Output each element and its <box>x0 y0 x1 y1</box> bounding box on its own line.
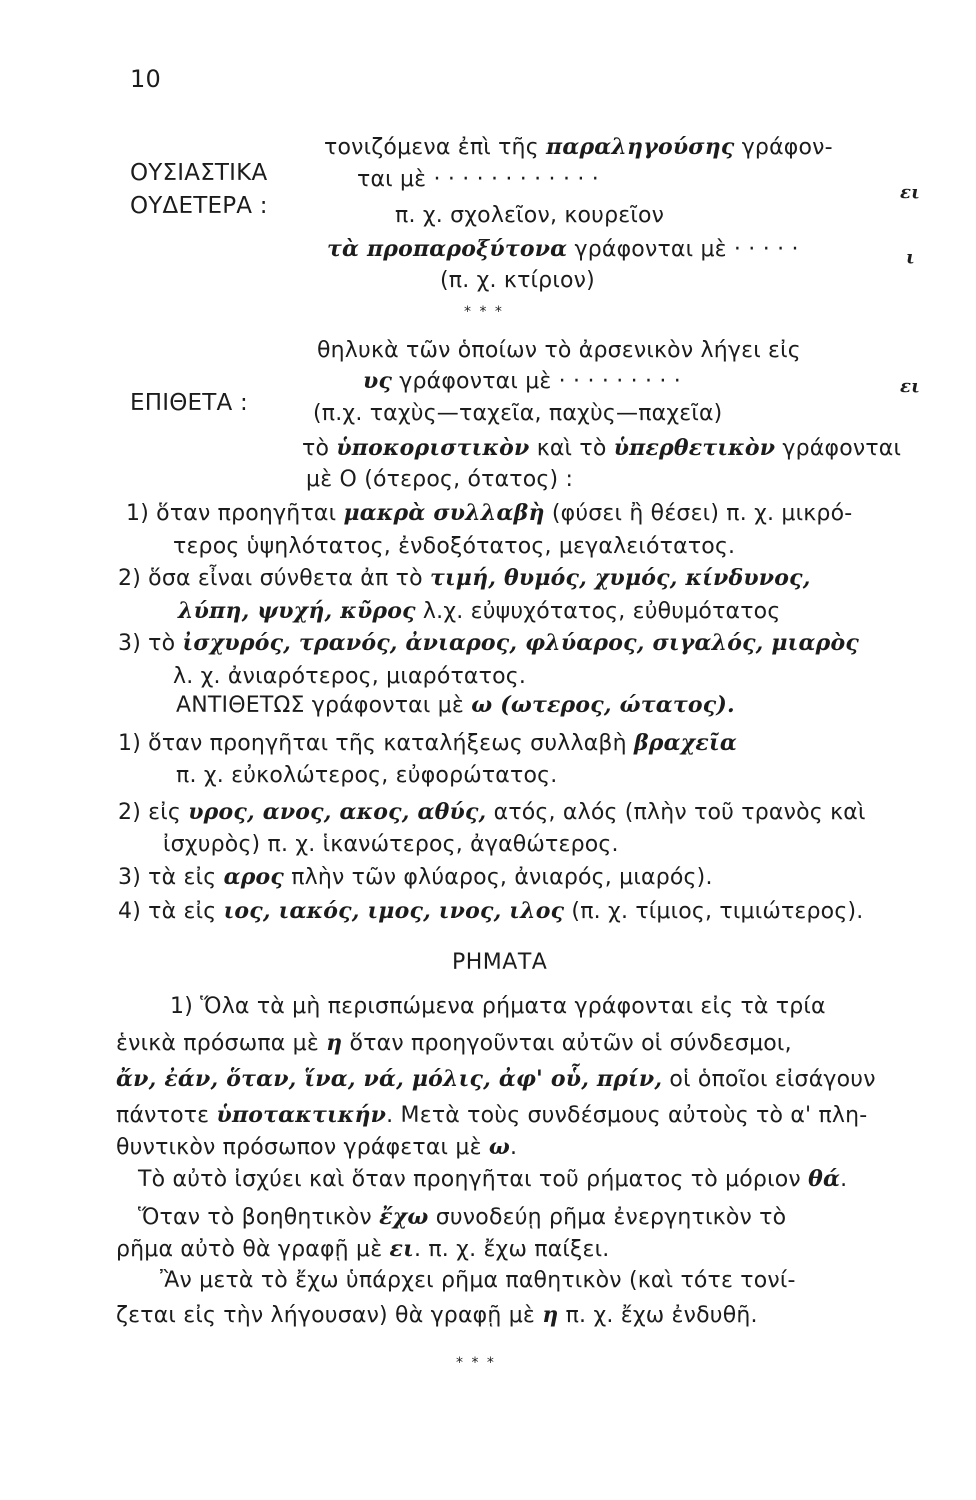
verbs-p2-line-1: Τὸ αὐτὸ ἰσχύει καὶ ὅταν προηγῆται τοῦ ρήματος τὸ μόριον θά. <box>138 1166 848 1192</box>
side-label-nouns-1: ΟΥΣΙΑΣΤΙΚΑ <box>130 160 268 186</box>
verbs-p3-line-1: Ὅταν τὸ βοηθητικὸν ἔχω συνοδεύῃ ρῆμα ἐνεργητικὸν τὸ <box>138 1204 787 1230</box>
nouns-line-3: π. χ. σχολεῖον, κουρεῖον <box>395 203 665 228</box>
ending-ei-adjectives: ει <box>900 376 921 397</box>
rule-o-1-line-1: 1) ὅταν προηγῆται μακρὰ συλλαβὴ (φύσει ἢ θέσει) π. χ. μικρό- <box>126 500 853 526</box>
page-number: 10 <box>130 65 161 93</box>
rule-w-3-line-1: 3) τὰ εἰς αρος πλὴν τῶν φλύαρος, ἀνιαρός, μιαρός). <box>118 864 713 890</box>
contrast-line: ΑΝΤΙΘΕΤΩΣ γράφονται μὲ ω (ωτερος, ώτατος). <box>176 692 735 718</box>
rule-o-3-line-2: λ. χ. ἀνιαρότερος, μιαρότατος. <box>173 664 527 689</box>
verbs-p1-line-4: πάντοτε ὑποτακτικήν. Μετὰ τοὺς συνδέσμους αὐτοὺς τὸ α' πλη- <box>116 1102 868 1128</box>
rule-w-1-line-1: 1) ὅταν προηγῆται τῆς καταλήξεως συλλαβὴ βραχεῖα <box>118 730 737 756</box>
verbs-p3-line-2: ρῆμα αὐτὸ θὰ γραφῇ μὲ ει. π. χ. ἔχω παίξει. <box>116 1236 610 1262</box>
ending-ei-nouns: ει <box>900 182 921 203</box>
adjectives-line-4: τὸ ὑποκοριστικὸν καὶ τὸ ὑπερθετικὸν γράφονται <box>302 435 902 461</box>
verbs-heading: ΡΗΜΑΤΑ <box>452 950 548 975</box>
ending-i-nouns: ι <box>906 247 915 268</box>
nouns-line-4: τὰ προπαροξύτονα γράφονται μὲ · · · · · <box>327 236 799 262</box>
section-stars-1: * * * <box>464 304 504 320</box>
nouns-line-5: (π. χ. κτίριον) <box>440 268 595 293</box>
rule-o-2-line-1: 2) ὅσα εἶναι σύνθετα ἀπ τὸ τιμή, θυμός, χυμός, κίνδυνος, <box>118 565 811 591</box>
rule-w-1-line-2: π. χ. εὐκολώτερος, εὐφορώτατος. <box>176 763 558 788</box>
verbs-p1-line-2: ἑνικὰ πρόσωπα μὲ η ὅταν προηγοῦνται αὐτῶν οἱ σύνδεσμοι, <box>116 1030 792 1056</box>
rule-w-2-line-2: ἰσχυρὸς) π. χ. ἱκανώτερος, ἀγαθώτερος. <box>163 832 619 857</box>
section-stars-2: * * * <box>456 1355 496 1371</box>
adjectives-line-1: θηλυκὰ τῶν ὁποίων τὸ ἀρσενικὸν λήγει εἰς <box>317 338 801 363</box>
rule-o-1-line-2: τερος ὑψηλότατος, ἐνδοξότατος, μεγαλειότατος. <box>173 534 736 559</box>
side-label-adjectives: ΕΠΙΘΕΤΑ : <box>130 390 248 416</box>
verbs-p1-line-3: ἄν, ἐάν, ὅταν, ἵνα, νά, μόλις, ἀφ' οὗ, πρίν, οἱ ὁποῖοι εἰσάγουν <box>116 1066 876 1092</box>
adjectives-line-3: (π.χ. ταχὺς—ταχεῖα, παχὺς—παχεῖα) <box>313 401 723 426</box>
adjectives-line-2: υς γράφονται μὲ · · · · · · · · · <box>363 368 681 394</box>
rule-w-4-line-1: 4) τὰ εἰς ιος, ιακός, ιμος, ινος, ιλος (π. χ. τίμιος, τιμιώτερος). <box>118 898 864 924</box>
verbs-p4-line-2: ζεται εἰς τὴν λήγουσαν) θὰ γραφῇ μὲ η π. χ. ἔχω ἐνδυθῆ. <box>116 1302 758 1328</box>
side-label-nouns-2: ΟΥΔΕΤΕΡΑ : <box>130 193 268 219</box>
nouns-line-1: τονιζόμενα ἐπὶ τῆς παραληγούσης γράφον- <box>324 134 833 160</box>
rule-o-2-line-2: λύπη, ψυχή, κῦρος λ.χ. εὐψυχότατος, εὐθυμότατος <box>178 598 781 624</box>
verbs-p1-line-5: θυντικὸν πρόσωπον γράφεται μὲ ω. <box>116 1134 518 1160</box>
adjectives-line-5: μὲ Ο (ότερος, ότατος) : <box>306 467 574 492</box>
nouns-line-2: ται μὲ · · · · · · · · · · · · <box>357 167 599 192</box>
rule-o-3-line-1: 3) τὸ ἰσχυρός, τρανός, ἀνιαρος, φλύαρος, σιγαλός, μιαρὸς <box>118 630 859 656</box>
verbs-p1-line-1: 1) Ὅλα τὰ μὴ περισπώμενα ρήματα γράφονται εἰς τὰ τρία <box>170 994 826 1019</box>
rule-w-2-line-1: 2) εἰς υρος, ανος, ακος, αθύς, ατός, αλός (πλὴν τοῦ τρανὸς καὶ <box>118 799 866 825</box>
verbs-p4-line-1: Ἂν μετὰ τὸ ἔχω ὑπάρχει ρῆμα παθητικὸν (καὶ τότε τονί- <box>160 1268 796 1293</box>
